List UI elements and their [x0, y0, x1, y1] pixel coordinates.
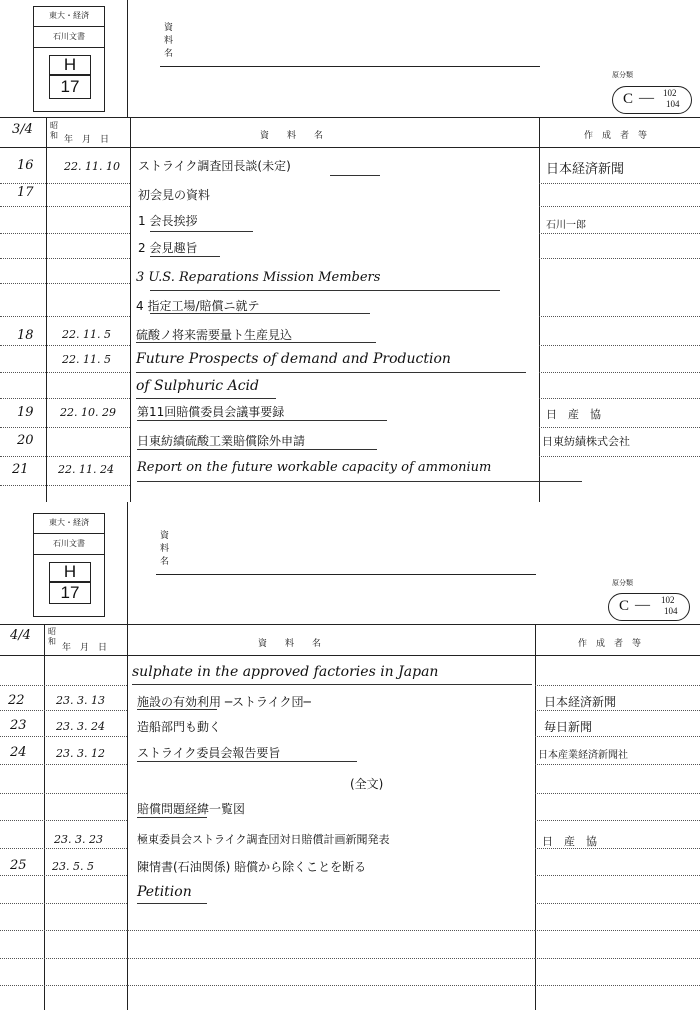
archive-stamp-1: [33, 6, 105, 112]
author-header-1: 作 成 者 等: [584, 131, 648, 141]
stamp-letter: H: [49, 562, 91, 582]
classification-box-1: C — 102 104: [612, 86, 692, 114]
date-cols-label-1: 年 月 日: [64, 135, 110, 145]
page-marker-1: 3/4: [12, 122, 33, 137]
era-label-1: 昭和: [50, 121, 58, 140]
stamp-collection-label: 石川文書: [34, 540, 104, 555]
page-marker-2: 4/4: [10, 628, 31, 643]
era-label-2: 昭和: [48, 627, 56, 646]
classification-label-1: 原分類: [612, 71, 633, 79]
material-title-label-2: 資 料 名: [160, 531, 170, 567]
material-header-1: 資 料 名: [260, 131, 324, 141]
stamp-collection-label: 石川文書: [34, 33, 104, 48]
classification-box-2: C — 102 104: [608, 593, 690, 621]
archive-stamp-2: [33, 513, 105, 617]
title-line-1: [160, 66, 540, 67]
stamp-top-label: 東大・経済: [34, 12, 104, 27]
material-title-label-1: 資 料 名: [164, 23, 174, 59]
date-cols-label-2: 年 月 日: [62, 643, 108, 653]
stamp-number: 17: [49, 75, 91, 99]
material-header-2: 資 料 名: [258, 639, 322, 649]
stamp-number: 17: [49, 582, 91, 604]
stamp-top-label: 東大・経済: [34, 519, 104, 534]
classification-label-2: 原分類: [612, 579, 633, 587]
stamp-letter: H: [49, 55, 91, 75]
author-header-2: 作 成 者 等: [578, 639, 642, 649]
